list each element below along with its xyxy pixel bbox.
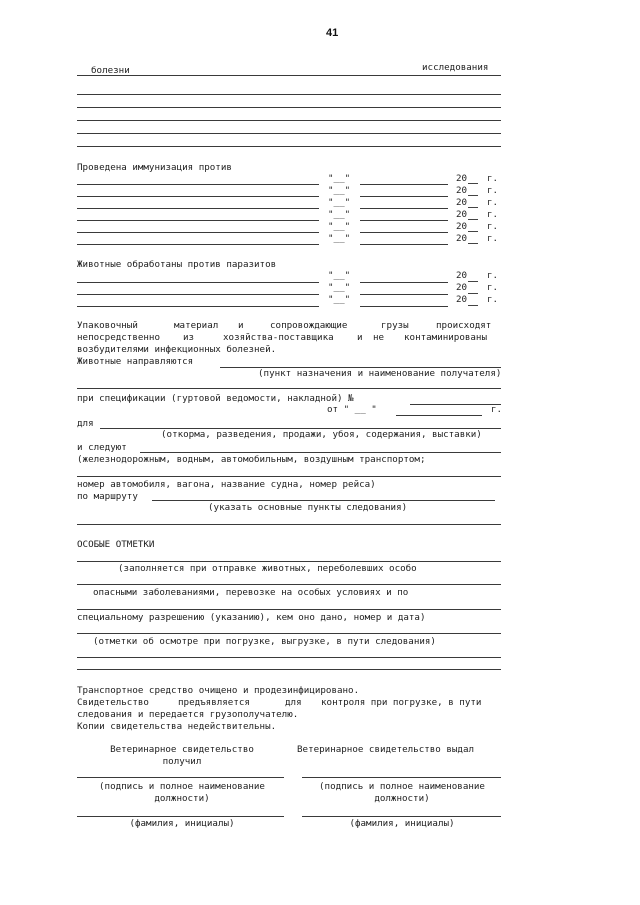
- special-caption-2: опасными заболеваниями, перевозке на особых условиях и по: [93, 587, 409, 598]
- date-quote: "__": [328, 282, 351, 293]
- transport-label: и следуют: [77, 442, 127, 453]
- special-line: [77, 584, 501, 585]
- date-quote: "__": [328, 294, 351, 305]
- header-disease-label: болезни: [91, 65, 130, 76]
- date-quote: "__": [328, 197, 351, 208]
- packaging-word: не: [373, 332, 385, 343]
- immunization-line: [77, 208, 319, 209]
- page-number: 41: [326, 27, 339, 39]
- packaging-word: и: [357, 332, 363, 343]
- date-line: [360, 294, 448, 295]
- issued-sign-caption-2: должности): [374, 793, 430, 804]
- year-prefix: 20: [456, 282, 468, 293]
- received-sign-caption-1: (подпись и полное наименование: [99, 781, 265, 792]
- date-line: [360, 282, 448, 283]
- blank-line: [77, 94, 501, 95]
- packaging-word: непосредственно: [77, 332, 160, 343]
- immunization-line: [77, 220, 319, 221]
- immunization-line: [77, 184, 319, 185]
- date-quote: "__": [328, 185, 351, 196]
- date-quote: "__": [328, 173, 351, 184]
- year-suffix: г.: [487, 221, 499, 232]
- year-blank: [468, 281, 478, 282]
- footer-line-3: следования и передается грузополучателю.: [77, 709, 299, 720]
- specification-label: при спецификации (гуртовой ведомости, накладной) №: [77, 393, 354, 404]
- packaging-word: хозяйства-поставщика: [223, 332, 334, 343]
- year-prefix: 20: [456, 173, 468, 184]
- date-line: [360, 220, 448, 221]
- year-suffix: г.: [487, 173, 499, 184]
- transport-line: [140, 452, 501, 453]
- date-line: [360, 244, 448, 245]
- immunization-line: [77, 196, 319, 197]
- special-line: [77, 609, 501, 610]
- year-suffix: г.: [487, 270, 499, 281]
- specification-date: от " __ ": [327, 404, 377, 415]
- year-suffix: г.: [487, 197, 499, 208]
- parasites-title: Животные обработаны против паразитов: [77, 259, 277, 270]
- year-blank: [468, 243, 478, 244]
- special-caption-3: специальному разрешению (указанию), кем оно дано, номер и дата): [77, 612, 426, 623]
- header-line: [77, 75, 501, 76]
- special-caption-1: (заполняется при отправке животных, переболевших особо: [118, 563, 417, 574]
- blank-line: [77, 120, 501, 121]
- route-label: по маршруту: [77, 491, 138, 502]
- date-line: [360, 184, 448, 185]
- year-blank: [468, 195, 478, 196]
- parasite-line: [77, 282, 319, 283]
- year-prefix: 20: [456, 221, 468, 232]
- packaging-word: происходят: [436, 320, 492, 331]
- purpose-label: для: [77, 418, 94, 429]
- special-line: [77, 561, 501, 562]
- special-line: [77, 657, 501, 658]
- year-prefix: 20: [456, 294, 468, 305]
- packaging-line3: возбудителями инфекционных болезней.: [77, 344, 277, 355]
- immunization-title: Проведена иммунизация против: [77, 162, 232, 173]
- blank-line: [77, 146, 501, 147]
- date-quote: "__": [328, 233, 351, 244]
- year-suffix: г.: [487, 294, 499, 305]
- date-line: [360, 306, 448, 307]
- transport-caption-2: номер автомобиля, вагона, название судна, номер рейса): [77, 479, 376, 490]
- year-blank: [468, 207, 478, 208]
- parasite-line: [77, 294, 319, 295]
- date-quote: "__": [328, 209, 351, 220]
- year-prefix: 20: [456, 233, 468, 244]
- footer-word: контроля при погрузке, в пути: [321, 697, 482, 708]
- year-suffix: г.: [487, 209, 499, 220]
- date-line: [360, 208, 448, 209]
- issued-name-line: [302, 816, 501, 817]
- immunization-line: [77, 232, 319, 233]
- packaging-word: Упаковочный: [77, 320, 138, 331]
- received-name-caption: (фамилия, инициалы): [129, 818, 235, 829]
- year-blank: [468, 305, 478, 306]
- route-line-2: [77, 524, 501, 525]
- packaging-word: контаминированы: [404, 332, 487, 343]
- year-blank: [468, 293, 478, 294]
- specification-date-line: [396, 415, 482, 416]
- received-name-line: [77, 816, 284, 817]
- packaging-word: из: [183, 332, 195, 343]
- packaging-word: грузы: [381, 320, 409, 331]
- specification-number-line: [410, 404, 501, 405]
- year-prefix: 20: [456, 185, 468, 196]
- destination-line-2: [77, 388, 501, 389]
- year-prefix: 20: [456, 270, 468, 281]
- special-line: [77, 633, 501, 634]
- year-prefix: 20: [456, 209, 468, 220]
- date-quote: "__": [328, 221, 351, 232]
- specification-year-suffix: г.: [491, 404, 503, 415]
- destination-label: Животные направляются: [77, 356, 194, 367]
- year-suffix: г.: [487, 282, 499, 293]
- packaging-word: и: [238, 320, 244, 331]
- parasite-line: [77, 306, 319, 307]
- received-sign-caption-2: должности): [154, 793, 210, 804]
- received-sign-line: [77, 777, 284, 778]
- issued-title: Ветеринарное свидетельство выдал: [297, 744, 475, 755]
- year-blank: [468, 183, 478, 184]
- year-blank: [468, 219, 478, 220]
- immunization-line: [77, 244, 319, 245]
- special-caption-4: (отметки об осмотре при погрузке, выгрузке, в пути следования): [93, 636, 436, 647]
- year-blank: [468, 231, 478, 232]
- date-line: [360, 196, 448, 197]
- transport-caption-1: (железнодорожным, водным, автомобильным, воздушным транспортом;: [77, 454, 426, 465]
- packaging-word: материал: [174, 320, 219, 331]
- header-research-label: исследования: [422, 62, 489, 73]
- received-title-2: получил: [162, 756, 202, 767]
- footer-word: Свидетельство: [77, 697, 149, 708]
- footer-line-1: Транспортное средство очищено и продезинфицировано.: [77, 685, 360, 696]
- special-title: ОСОБЫЕ ОТМЕТКИ: [77, 539, 155, 550]
- footer-word: для: [285, 697, 302, 708]
- route-line: [152, 500, 495, 501]
- received-title-1: Ветеринарное свидетельство: [110, 744, 254, 755]
- destination-caption: (пункт назначения и наименование получателя): [258, 368, 502, 379]
- year-suffix: г.: [487, 185, 499, 196]
- purpose-caption: (откорма, разведения, продажи, убоя, содержания, выставки): [161, 429, 482, 440]
- issued-sign-line: [302, 777, 501, 778]
- date-quote: "__": [328, 270, 351, 281]
- year-prefix: 20: [456, 197, 468, 208]
- blank-line: [77, 107, 501, 108]
- issued-name-caption: (фамилия, инициалы): [349, 818, 455, 829]
- date-line: [360, 232, 448, 233]
- footer-line-4: Копии свидетельства недействительны.: [77, 721, 277, 732]
- blank-line: [77, 133, 501, 134]
- transport-line-2: [77, 476, 501, 477]
- packaging-word: сопровождающие: [270, 320, 348, 331]
- route-caption: (указать основные пункты следования): [208, 502, 408, 513]
- special-line: [77, 669, 501, 670]
- issued-sign-caption-1: (подпись и полное наименование: [319, 781, 485, 792]
- footer-word: предъявляется: [178, 697, 250, 708]
- year-suffix: г.: [487, 233, 499, 244]
